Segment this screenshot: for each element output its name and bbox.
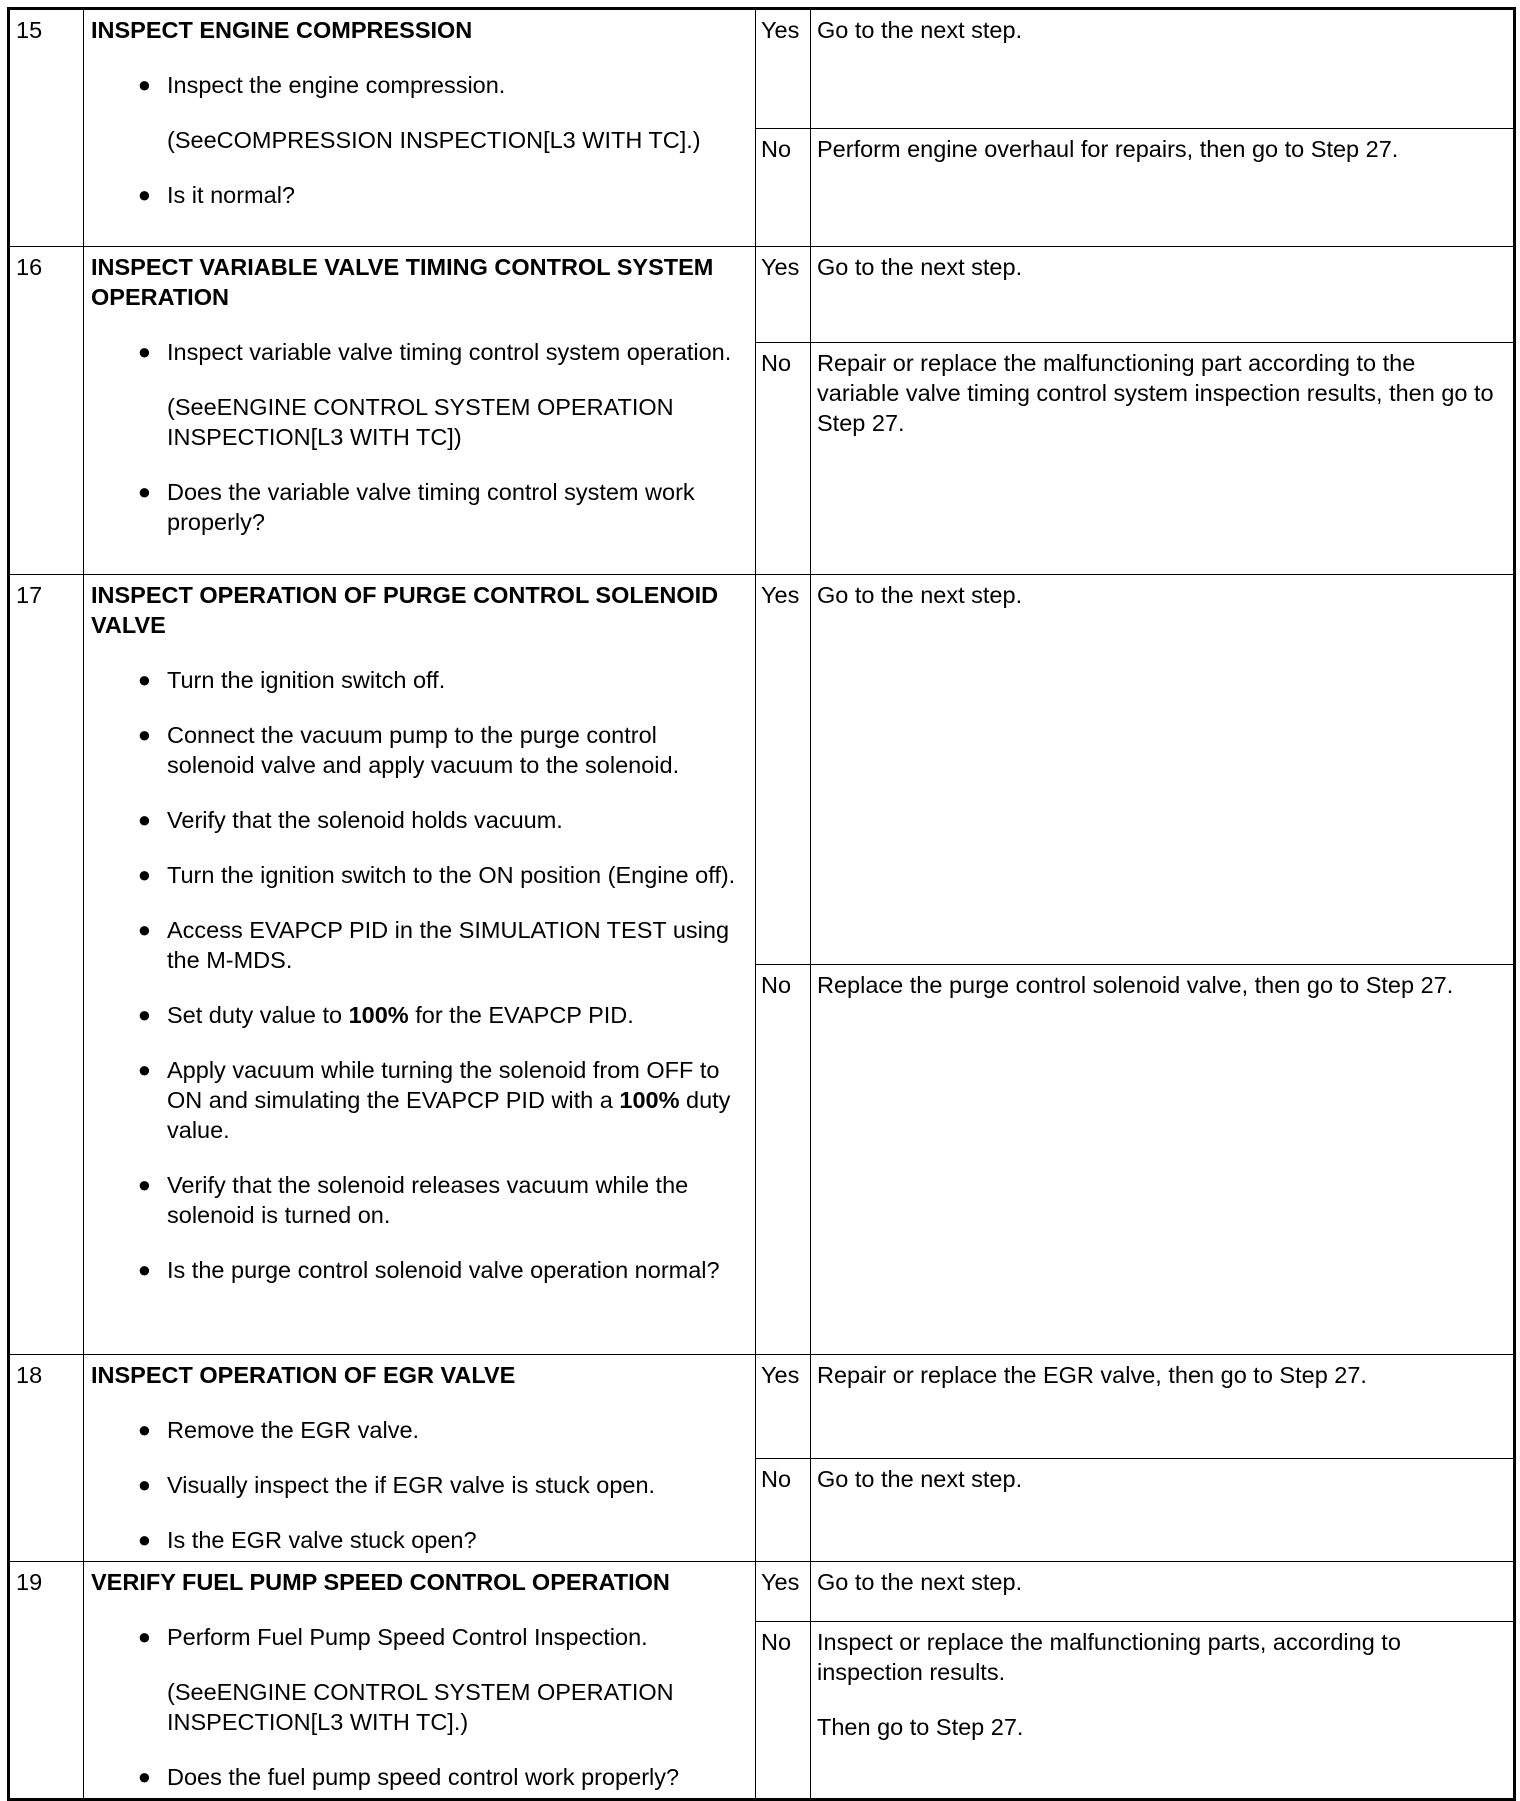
bullet-icon: ● [137,479,151,504]
bullet-icon: ● [137,917,151,942]
step-title: INSPECT ENGINE COMPRESSION [91,17,473,43]
step-title: INSPECT OPERATION OF EGR VALVE [91,1362,516,1388]
diagnostic-steps-table [7,7,1516,1801]
bullet-icon: ● [137,182,151,207]
no-action-followup: Then go to Step 27. [817,1714,1024,1740]
step-item-text: Turn the ignition switch to the ON position (Engine off). [167,862,736,888]
step-items [91,1622,745,1792]
step-item-text: Inspect variable valve timing control system operation. [167,339,732,365]
step-item-text: Access EVAPCP PID in the SIMULATION TEST using the M-MDS. [167,917,730,973]
bullet-icon: ● [137,667,151,692]
step-18-yes-row [9,1355,1515,1459]
step-19-yes-row [9,1562,1515,1622]
no-action [811,1622,1515,1800]
step-item [91,860,745,890]
bullet-icon: ● [137,1764,151,1789]
step-item [91,1525,745,1555]
step-item-text: Is it normal? [167,182,295,208]
reference-note: (SeeENGINE CONTROL SYSTEM OPERATION INSPECTION[L3 WITH TC].) [167,1679,674,1735]
step-item-text: Turn the ignition switch off. [167,667,446,693]
bullet-icon: ● [137,1057,151,1082]
no-action: Perform engine overhaul for repairs, then go to Step 27. [811,129,1515,247]
no-label: No [756,965,811,1355]
no-label: No [756,129,811,247]
step-title: INSPECT OPERATION OF PURGE CONTROL SOLENOID VALVE [91,582,719,638]
step-item [91,665,745,695]
no-action: Replace the purge control solenoid valve, then go to Step 27. [811,965,1515,1355]
step-item [91,180,745,210]
bullet-icon: ● [137,339,151,364]
bullet-icon: ● [137,1527,151,1552]
step-item-text: Visually inspect the if EGR valve is stuck open. [167,1472,656,1498]
step-number: 19 [9,1562,84,1800]
step-item [91,1762,745,1792]
text-run: duty value. [167,1087,731,1143]
step-item-text: Remove the EGR valve. [167,1417,420,1443]
step-item [91,1622,745,1737]
step-item [91,805,745,835]
text-run: Set duty value to [167,1002,349,1028]
step-item [91,720,745,780]
step-title: INSPECT VARIABLE VALVE TIMING CONTROL SYSTEM OPERATION [91,254,714,310]
step-item-text [167,1000,745,1030]
text-run: for the EVAPCP PID. [408,1002,634,1028]
step-17-yes-row [9,575,1515,965]
step-content [84,575,756,1355]
bullet-icon: ● [137,1257,151,1282]
no-action-text: Inspect or replace the malfunctioning parts, according to inspection results. [817,1629,1401,1685]
yes-action: Repair or replace the EGR valve, then go to Step 27. [811,1355,1515,1459]
step-items [91,665,745,1285]
step-item-text: Is the EGR valve stuck open? [167,1527,477,1553]
step-item-text: Connect the vacuum pump to the purge control solenoid valve and apply vacuum to the solenoid. [167,722,680,778]
yes-action: Go to the next step. [811,247,1515,343]
step-item [91,1415,745,1445]
yes-action: Go to the next step. [811,1562,1515,1622]
no-label: No [756,1459,811,1562]
step-title: VERIFY FUEL PUMP SPEED CONTROL OPERATION [91,1569,670,1595]
step-items [91,70,745,210]
step-item [91,1000,745,1030]
step-item [91,337,745,452]
step-item-text: Perform Fuel Pump Speed Control Inspection. [167,1624,648,1650]
no-action: Go to the next step. [811,1459,1515,1562]
step-number: 16 [9,247,84,575]
step-number: 18 [9,1355,84,1562]
text-run: Apply vacuum while turning the solenoid from OFF to ON and simulating the EVAPCP PID with a [167,1057,720,1113]
step-item-text: Verify that the solenoid holds vacuum. [167,807,563,833]
no-action: Repair or replace the malfunctioning part according to the variable valve timing control system inspection results, then go to Step 27. [811,343,1515,575]
yes-label: Yes [756,575,811,965]
step-number: 15 [9,9,84,247]
bullet-icon: ● [137,1172,151,1197]
step-content [84,1562,756,1800]
step-15-yes-row [9,9,1515,129]
step-item [91,1255,745,1285]
step-item [91,1470,745,1500]
step-item-text: Is the purge control solenoid valve operation normal? [167,1257,720,1283]
step-item-text: Does the fuel pump speed control work properly? [167,1764,680,1790]
bullet-icon: ● [137,1417,151,1442]
yes-action: Go to the next step. [811,575,1515,965]
step-items [91,1415,745,1555]
step-number: 17 [9,575,84,1355]
step-item [91,915,745,975]
step-content [84,247,756,575]
reference-note: (SeeENGINE CONTROL SYSTEM OPERATION INSPECTION[L3 WITH TC]) [167,394,674,450]
no-label: No [756,343,811,575]
step-item [91,1055,745,1145]
bullet-icon: ● [137,1624,151,1649]
step-item-text: Inspect the engine compression. [167,72,506,98]
yes-label: Yes [756,1355,811,1459]
diagnostic-procedure-page [7,7,1513,1793]
yes-action: Go to the next step. [811,9,1515,129]
step-content [84,1355,756,1562]
step-16-yes-row [9,247,1515,343]
step-item [91,477,745,537]
step-item [91,70,745,155]
bullet-icon: ● [137,1472,151,1497]
yes-label: Yes [756,247,811,343]
bold-value: 100% [348,1002,409,1028]
no-label: No [756,1622,811,1800]
reference-note: (SeeCOMPRESSION INSPECTION[L3 WITH TC].) [167,127,701,153]
bullet-icon: ● [137,862,151,887]
step-item-text: Verify that the solenoid releases vacuum while the solenoid is turned on. [167,1172,689,1228]
step-items [91,337,745,537]
step-item [91,1170,745,1230]
yes-label: Yes [756,9,811,129]
step-item-text [167,1055,745,1145]
bold-value: 100% [619,1087,680,1113]
bullet-icon: ● [137,722,151,747]
yes-label: Yes [756,1562,811,1622]
step-content [84,9,756,247]
bullet-icon: ● [137,807,151,832]
step-item-text: Does the variable valve timing control system work properly? [167,479,695,535]
bullet-icon: ● [137,72,151,97]
bullet-icon: ● [137,1002,151,1027]
